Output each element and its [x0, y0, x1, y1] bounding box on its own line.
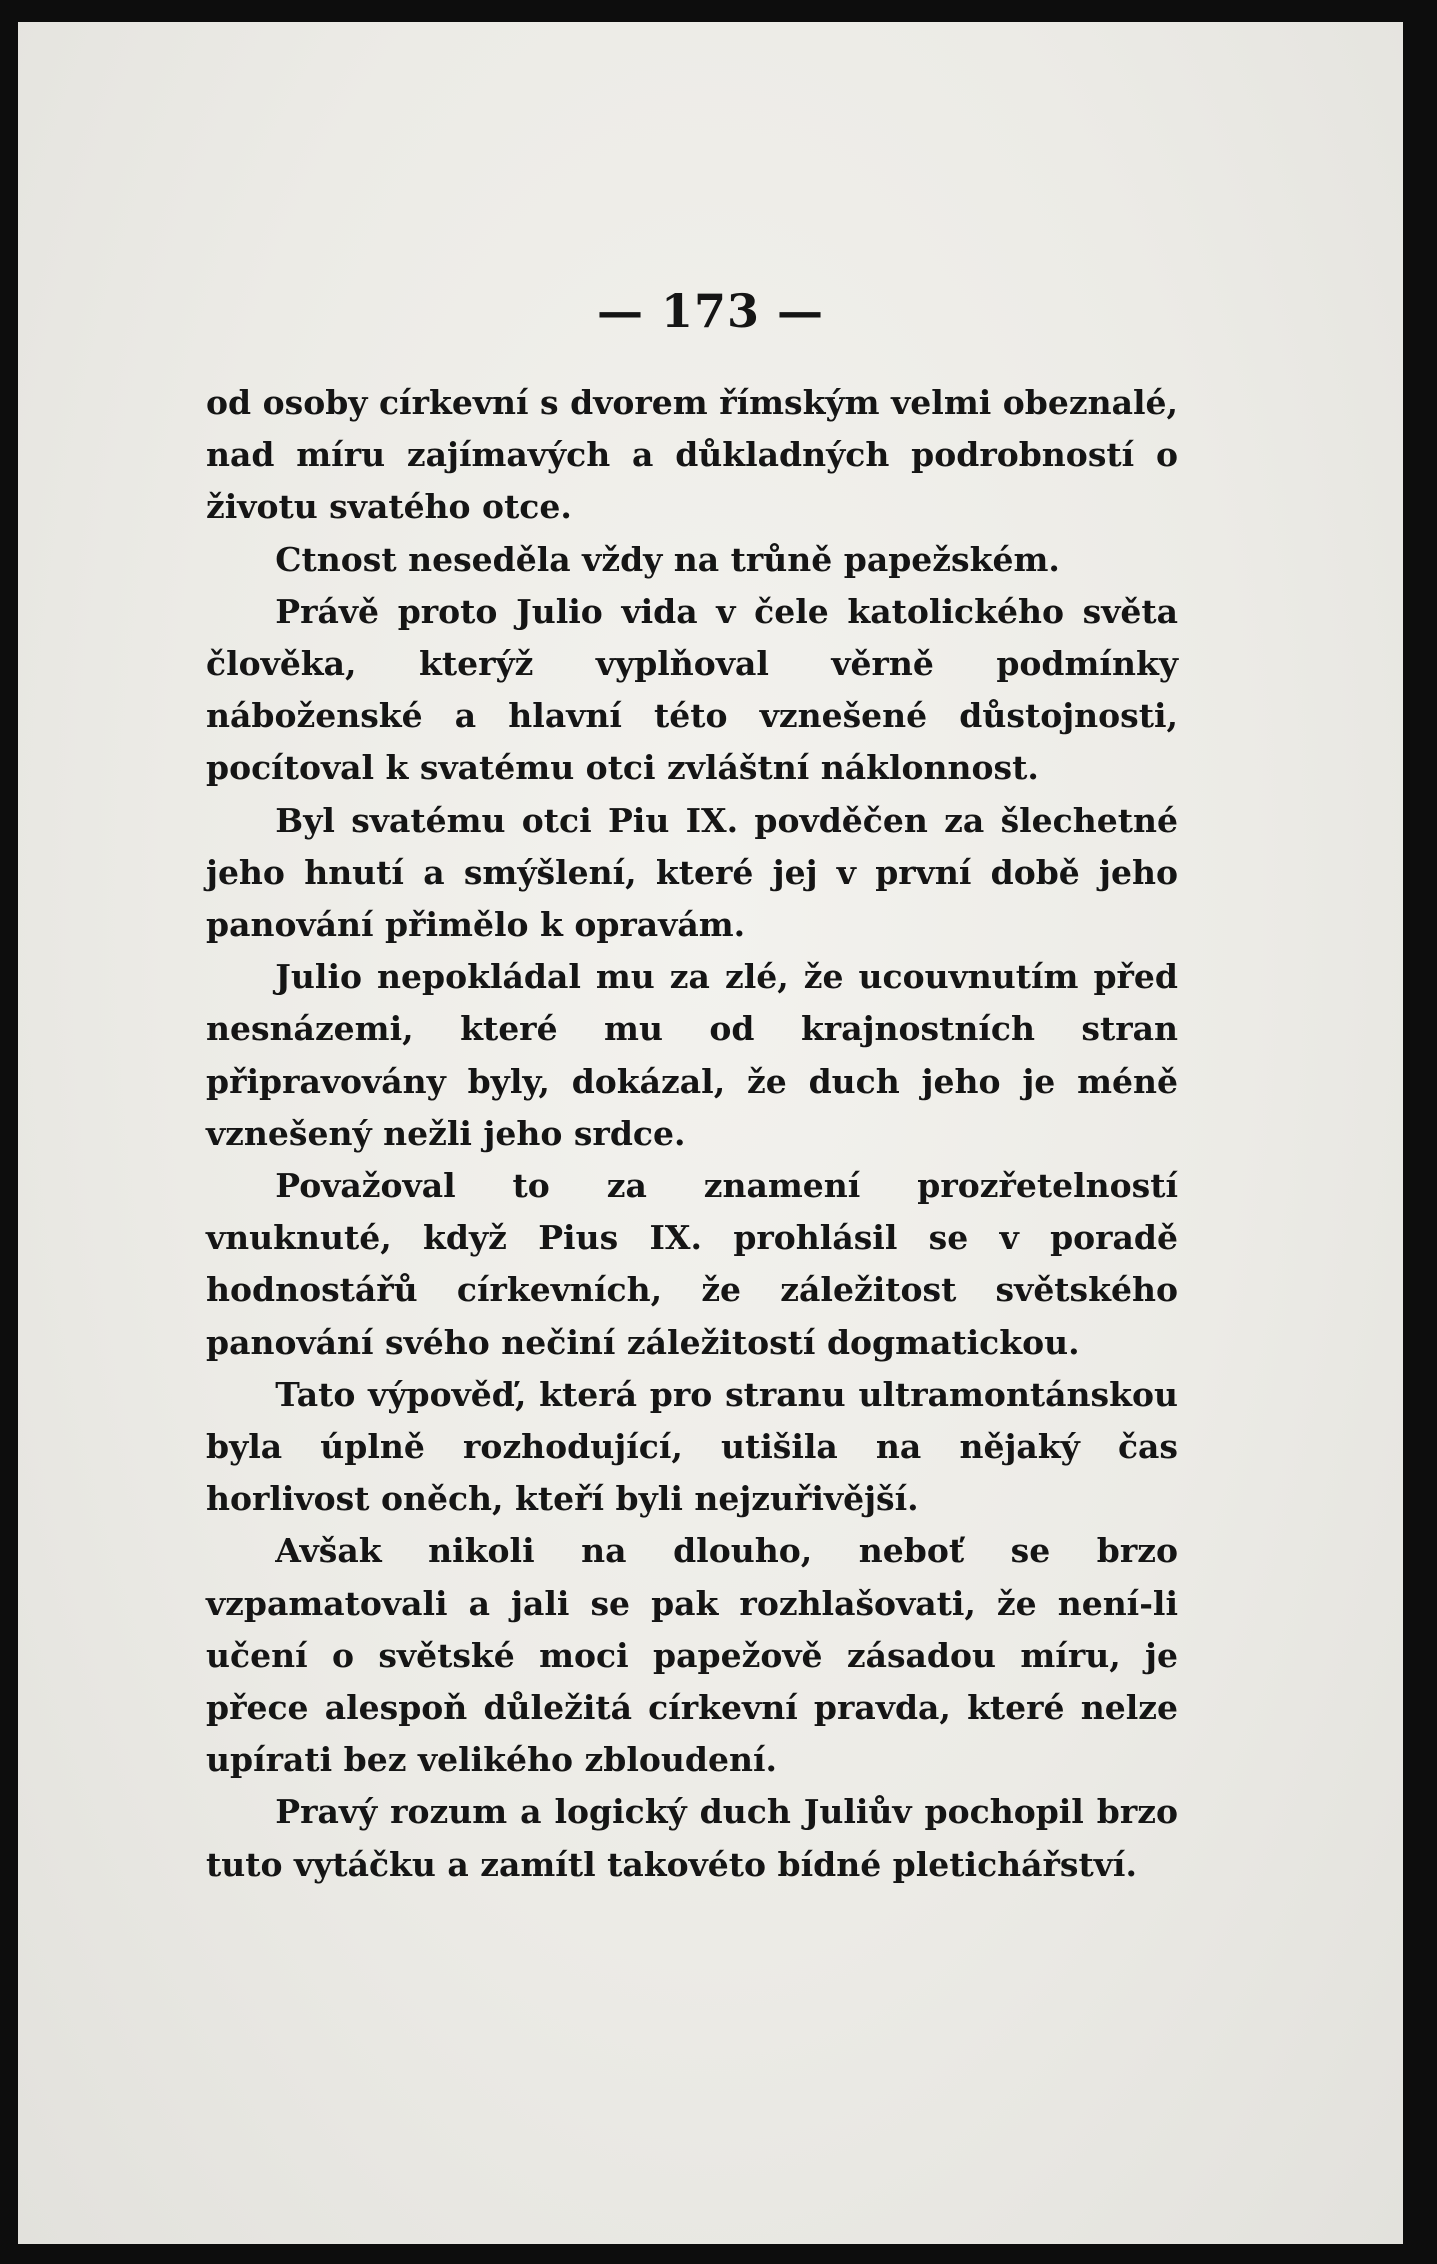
paragraph: od osoby církevní s dvorem římským velmi obeznalé, nad míru zajímavých a důkladných podrobností o životu svatého otce. [206, 383, 1178, 527]
paragraph: Tato výpověď, která pro stranu ultramontánskou byla úplně rozhodující, utišila na nějaký čas horlivost oněch, kteří byli nejzuřivější. [206, 1374, 1178, 1519]
body-text [206, 377, 1178, 1891]
paragraph: Avšak nikoli na dlouho, neboť se brzo vzpamatovali a jali se pak rozhlašovati, že není-li učení o světské moci papežově zásadou míru, je přece alespoň důležitá církevní pravda, které nelze upírati bez velikého zbloudení. [206, 1531, 1178, 1780]
paragraph: Ctnost neseděla vždy na trůně papežském. [275, 539, 1060, 579]
paragraph: Byl svatému otci Piu IX. povděčen za šlechetné jeho hnutí a smýšlení, které jej v první době jeho panování přimělo k opravám. [206, 800, 1178, 945]
paragraph: Považoval to za znamení prozřetelností vnuknuté, když Pius IX. prohlásil se v poradě hodnostářů církevních, že záležitost světského panování svého nečiní záležitostí dogmatickou. [206, 1166, 1178, 1362]
paragraph: Právě proto Julio vida v čele katolického světa člověka, kterýž vyplňoval věrně podmínky náboženské a hlavní této vznešené důstojnosti, pocítoval k svatému otci zvláštní náklonnost. [206, 591, 1178, 788]
page-number: — 173 — [596, 284, 825, 338]
book-page [18, 22, 1403, 2244]
paragraph: Pravý rozum a logický duch Juliův pochopil brzo tuto vytáčku a zamítl takovéto bídné pletichářství. [206, 1792, 1178, 1884]
paragraph: Julio nepokládal mu za zlé, že ucouvnutím před nesnázemi, které mu od krajnostních stran připravovány byly, dokázal, že duch jeho je méně vznešený nežli jeho srdce. [206, 957, 1178, 1153]
